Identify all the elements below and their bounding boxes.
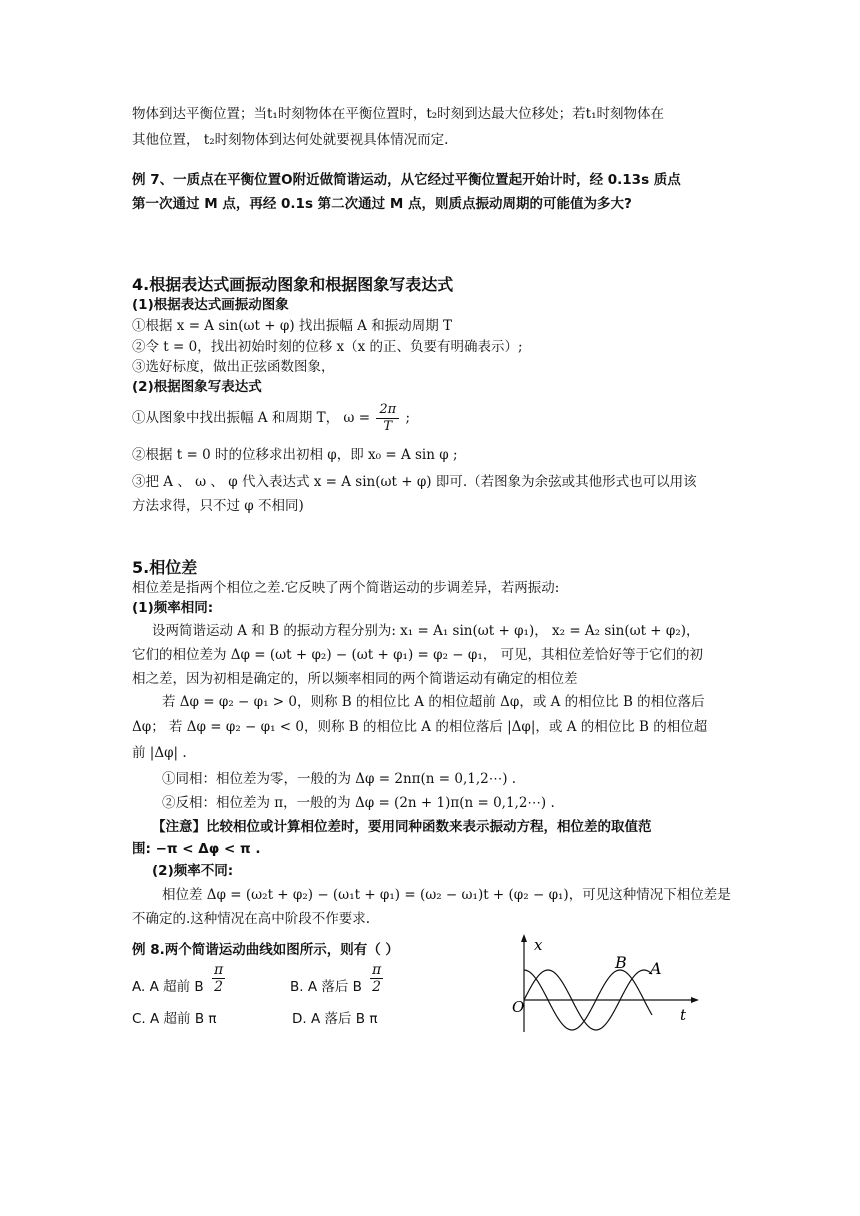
para-top-line1: 物体到达平衡位置；当t₁时刻物体在平衡位置时，t₂时刻到达最大位移处；若t₁时刻物体在 — [132, 106, 665, 122]
section5-same-phase: ①同相：相位差为零，一般的为 Δφ = 2nπ(n = 0,1,2⋯) . — [162, 771, 517, 787]
section5-p2-line2: Δφ； 若 Δφ = φ₂ − φ₁ < 0，则称 B 的相位比 A 的相位落后 |Δφ|，或 A 的相位比 B 的相位超 — [132, 719, 708, 735]
section5-p3-line1: 相位差 Δφ = (ω₂t + φ₂) − (ω₁t + φ₁) = (ω₂ − ω₁)t + (φ₂ − φ₁)，可见这种情况下相位差是 — [162, 887, 731, 903]
oscillation-graph — [500, 932, 700, 1038]
omega-fraction-denominator: T — [383, 419, 393, 434]
section5-sub1: (1)频率相同: — [132, 600, 214, 616]
option-c[interactable]: C. A 超前 B π — [132, 1011, 217, 1027]
section4-s1-line3: ③选好标度，做出正弦函数图象， — [132, 359, 335, 375]
section4-sub2: (2)根据图象写表达式 — [132, 379, 262, 395]
omega-fraction-numerator: 2π — [376, 402, 399, 419]
section5-p2-line1: 若 Δφ = φ₂ − φ₁ > 0，则称 B 的相位比 A 的相位超前 Δφ，或 A 的相位比 B 的相位落后 — [162, 694, 705, 710]
origin-label: O — [512, 998, 525, 1016]
section4-s1-line2: ②令 t = 0，找出初始时刻的位移 x（x 的正、负要有明确表示）; — [132, 339, 523, 355]
option-d[interactable]: D. A 落后 B π — [292, 1011, 378, 1027]
section4-s1-line1: ①根据 x = A sin(ωt + φ) 找出振幅 A 和振动周期 T — [132, 318, 453, 334]
option-a-fraction-numerator: π — [214, 962, 224, 978]
option-b-fraction-numerator: π — [372, 962, 382, 978]
section4-s2-line1 — [132, 402, 410, 435]
y-axis-label: x — [534, 936, 543, 954]
x-axis-arrow — [691, 997, 699, 1003]
x-axis-label: t — [680, 1006, 687, 1024]
option-b-fraction — [370, 962, 383, 995]
option-b-fraction-denominator: 2 — [372, 979, 382, 995]
section5-p3-line2: 不确定的.这种情况在高中阶段不作要求. — [132, 911, 371, 927]
s2-line1-post: ; — [405, 410, 411, 426]
curve-b-label: B — [615, 953, 627, 972]
section5-p1-line3: 相之差，因为初相是确定的，所以频率相同的两个简谐运动有确定的相位差 — [132, 671, 578, 687]
section4-s2-line4: 方法求得，只不过 φ 不相同) — [132, 498, 304, 514]
section5-sub2: (2)频率不同: — [152, 863, 234, 879]
option-a[interactable]: A. A 超前 B — [132, 979, 204, 995]
section5-note-line2: 围: −π < Δφ < π . — [132, 841, 261, 857]
option-b[interactable]: B. A 落后 B — [290, 979, 362, 995]
section4-heading: 4.根据表达式画振动图象和根据图象写表达式 — [132, 275, 454, 294]
curve-a-label: A — [650, 959, 662, 978]
section4-sub1: (1)根据表达式画振动图象 — [132, 297, 289, 313]
option-a-fraction — [212, 962, 225, 995]
section5-heading: 5.相位差 — [132, 558, 198, 577]
option-a-fraction-denominator: 2 — [214, 979, 224, 995]
example7-line1: 例 7、一质点在平衡位置O附近做简谐运动，从它经过平衡位置起开始计时，经 0.13s 质点 — [132, 172, 681, 188]
omega-fraction — [376, 402, 399, 435]
s2-line1-pre: ①从图象中找出振幅 A 和周期 T， ω = — [132, 410, 371, 426]
para-top-line2: 其他位置， t₂时刻物体到达何处就要视具体情况而定. — [132, 132, 449, 148]
section5-p1-line1: 设两简谐运动 A 和 B 的振动方程分别为: x₁ = A₁ sin(ωt + φ₁)， x₂ = A₂ sin(ωt + φ₂)， — [152, 623, 700, 639]
y-axis-arrow — [521, 934, 527, 942]
section4-s2-line2: ②根据 t = 0 时的位移求出初相 φ，即 x₀ = A sin φ ; — [132, 447, 458, 463]
section5-intro: 相位差是指两个相位之差.它反映了两个简谐运动的步调差异，若两振动: — [132, 580, 560, 596]
section5-p2-line3: 前 |Δφ| . — [132, 745, 187, 761]
example8-question: 例 8.两个简谐运动曲线如图所示，则有（ ） — [132, 942, 399, 958]
example7-line2: 第一次通过 M 点，再经 0.1s 第二次通过 M 点，则质点振动周期的可能值为多大? — [132, 196, 632, 212]
section5-note-line1: 【注意】比较相位或计算相位差时，要用同种函数来表示振动方程，相位差的取值范 — [152, 819, 652, 835]
section5-p1-line2: 它们的相位差为 Δφ = (ωt + φ₂) − (ωt + φ₁) = φ₂ − φ₁， 可见，其相位差恰好等于它们的初 — [132, 647, 704, 663]
section5-opposite-phase: ②反相：相位差为 π，一般的为 Δφ = (2n + 1)π(n = 0,1,2⋯) . — [162, 795, 555, 811]
section4-s2-line3: ③把 A 、 ω 、 φ 代入表达式 x = A sin(ωt + φ) 即可.（若图象为余弦或其他形式也可以用该 — [132, 474, 697, 490]
